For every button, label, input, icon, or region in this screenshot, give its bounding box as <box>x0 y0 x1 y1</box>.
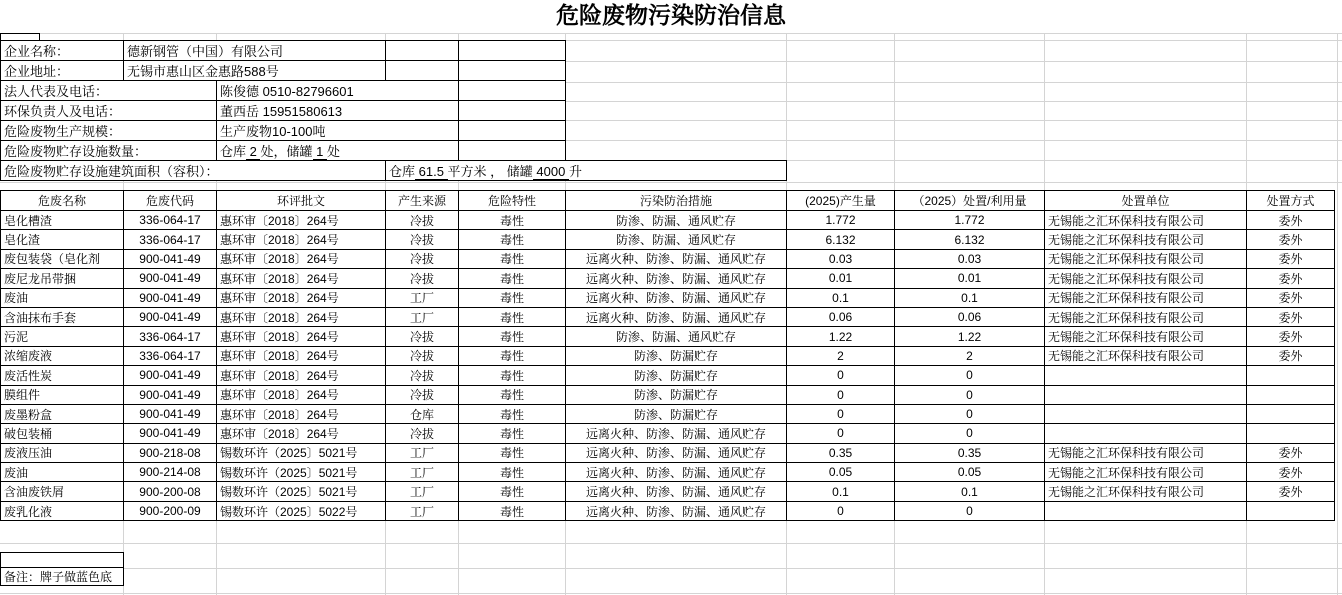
cell-waste-name: 破包装桶 <box>1 424 124 443</box>
cell-waste-code: 900-200-08 <box>124 482 217 501</box>
cell-disposal-method: 委外 <box>1247 463 1335 482</box>
cell-waste-name: 浓缩废液 <box>1 346 124 365</box>
cell-hazard-property: 毒性 <box>459 385 566 404</box>
cell-disposal-company <box>1045 385 1247 404</box>
text-part: 处，储罐 <box>260 144 313 159</box>
cell-disposed-2025: 0.1 <box>895 288 1045 307</box>
cell-disposed-2025: 6.132 <box>895 230 1045 249</box>
underlined-value: 1 <box>312 144 327 159</box>
cell-prevention-measures: 远离火种、防渗、防漏、通风贮存 <box>566 482 787 501</box>
note-row <box>1 568 124 586</box>
text-part: 仓库 <box>220 144 247 159</box>
cell-disposed-2025: 1.772 <box>895 211 1045 230</box>
cell-source: 冷拔 <box>386 211 459 230</box>
legal-rep-label: 法人代表及电话： <box>1 81 217 101</box>
cell-disposed-2025: 0.03 <box>895 249 1045 268</box>
page-title: 危险废物污染防治信息 <box>556 2 786 28</box>
cell-source: 冷拔 <box>386 424 459 443</box>
cell-prevention-measures: 防渗、防漏贮存 <box>566 346 787 365</box>
cell-disposal-method <box>1247 501 1335 520</box>
cell-disposal-method: 委外 <box>1247 249 1335 268</box>
cell-waste-name: 皂化槽渣 <box>1 211 124 230</box>
cell-waste-code: 900-218-08 <box>124 443 217 462</box>
cell-prevention-measures: 防渗、防漏贮存 <box>566 404 787 423</box>
cell-produced-2025: 0 <box>787 404 895 423</box>
cell-disposal-company: 无锡能之汇环保科技有限公司 <box>1045 249 1247 268</box>
col-header-disposal-method: 处置方式 <box>1247 191 1335 211</box>
cell-disposal-method: 委外 <box>1247 327 1335 346</box>
cell-prevention-measures: 远离火种、防渗、防漏、通风贮存 <box>566 269 787 288</box>
cell-waste-code: 336-064-17 <box>124 230 217 249</box>
cell-prevention-measures: 远离火种、防渗、防漏、通风贮存 <box>566 249 787 268</box>
col-header-hazard-property: 危险特性 <box>459 191 566 211</box>
cell-disposal-method <box>1247 424 1335 443</box>
cell-eia-approval: 惠环审〔2018〕264号 <box>217 249 386 268</box>
cell-hazard-property: 毒性 <box>459 327 566 346</box>
cell-disposed-2025: 0.06 <box>895 307 1045 326</box>
col-header-disposal-company: 处置单位 <box>1045 191 1247 211</box>
cell-source: 工厂 <box>386 288 459 307</box>
cell-produced-2025: 0 <box>787 366 895 385</box>
col-header-produced-2025: (2025)产生量 <box>787 191 895 211</box>
cell-disposal-method <box>1247 404 1335 423</box>
cell-eia-approval: 惠环审〔2018〕264号 <box>217 211 386 230</box>
storage-count-row <box>1 141 566 161</box>
col-header-disposed-2025: （2025）处置/利用量 <box>895 191 1045 211</box>
cell-waste-name: 膜组件 <box>1 385 124 404</box>
note-text: 备注：牌子做蓝色底 <box>1 568 124 586</box>
note-empty-row <box>1 553 124 568</box>
cell-produced-2025: 0.35 <box>787 443 895 462</box>
cell-waste-name: 废墨粉盒 <box>1 404 124 423</box>
cell-hazard-property: 毒性 <box>459 463 566 482</box>
cell-waste-code: 900-041-49 <box>124 404 217 423</box>
cell-disposed-2025: 0 <box>895 366 1045 385</box>
cell-waste-name: 废油 <box>1 463 124 482</box>
table-row <box>1 385 1335 404</box>
cell-disposal-method: 委外 <box>1247 307 1335 326</box>
legal-rep-row <box>1 81 566 101</box>
cell-disposal-method: 委外 <box>1247 443 1335 462</box>
cell-hazard-property: 毒性 <box>459 443 566 462</box>
cell-eia-approval: 锡数环许（2025〕5022号 <box>217 501 386 520</box>
env-officer-value: 董西岳 15951580613 <box>217 101 459 121</box>
table-row <box>1 327 1335 346</box>
cell-produced-2025: 0.03 <box>787 249 895 268</box>
col-header-source: 产生来源 <box>386 191 459 211</box>
cell-disposal-company <box>1045 501 1247 520</box>
cell-disposal-company: 无锡能之汇环保科技有限公司 <box>1045 482 1247 501</box>
cell-prevention-measures: 远离火种、防渗、防漏、通风贮存 <box>566 307 787 326</box>
company-address-label: 企业地址： <box>1 61 124 81</box>
table-row <box>1 230 1335 249</box>
underlined-value: 2 <box>246 144 261 159</box>
col-header-prevention-measures: 污染防治措施 <box>566 191 787 211</box>
table-row <box>1 463 1335 482</box>
cell-eia-approval: 锡数环许（2025〕5021号 <box>217 463 386 482</box>
cell-source: 工厂 <box>386 443 459 462</box>
cell-waste-code: 900-041-49 <box>124 366 217 385</box>
cell-source: 冷拔 <box>386 366 459 385</box>
cell-source: 冷拔 <box>386 385 459 404</box>
cell-prevention-measures: 防渗、防漏、通风贮存 <box>566 327 787 346</box>
cell-disposal-method: 委外 <box>1247 269 1335 288</box>
table-row <box>1 443 1335 462</box>
waste-table-body <box>1 211 1335 521</box>
empty-cell <box>459 61 566 81</box>
cell-waste-name: 含油抹布手套 <box>1 307 124 326</box>
cell-hazard-property: 毒性 <box>459 346 566 365</box>
cell-waste-code: 336-064-17 <box>124 327 217 346</box>
cell-produced-2025: 0.06 <box>787 307 895 326</box>
storage-count-value <box>217 141 459 161</box>
cell-disposal-company: 无锡能之汇环保科技有限公司 <box>1045 211 1247 230</box>
cell-waste-code: 900-041-49 <box>124 249 217 268</box>
empty-cell <box>459 141 566 161</box>
cell-disposal-company <box>1045 404 1247 423</box>
cell-disposal-company: 无锡能之汇环保科技有限公司 <box>1045 327 1247 346</box>
cell-hazard-property: 毒性 <box>459 288 566 307</box>
cell-hazard-property: 毒性 <box>459 211 566 230</box>
cell-disposed-2025: 0.01 <box>895 269 1045 288</box>
cell-disposal-method <box>1247 385 1335 404</box>
table-row <box>1 424 1335 443</box>
empty-cell <box>459 41 566 61</box>
cell-eia-approval: 惠环审〔2018〕264号 <box>217 307 386 326</box>
cell-hazard-property: 毒性 <box>459 404 566 423</box>
empty-cell <box>386 61 459 81</box>
cell-produced-2025: 0.1 <box>787 288 895 307</box>
cell-waste-name: 废包装袋（皂化剂 <box>1 249 124 268</box>
company-name-value: 德新钢管（中国）有限公司 <box>124 41 386 61</box>
cell-waste-name: 废尼龙吊带捆 <box>1 269 124 288</box>
cell-hazard-property: 毒性 <box>459 249 566 268</box>
cell-prevention-measures: 远离火种、防渗、防漏、通风贮存 <box>566 424 787 443</box>
cell-waste-code: 336-064-17 <box>124 211 217 230</box>
cell-disposed-2025: 0 <box>895 424 1045 443</box>
cell-source: 冷拔 <box>386 249 459 268</box>
table-row <box>1 307 1335 326</box>
cell-waste-name: 含油废铁屑 <box>1 482 124 501</box>
cell-produced-2025: 0 <box>787 424 895 443</box>
cell-disposed-2025: 0 <box>895 385 1045 404</box>
text-part: 平方米 ， 储罐 <box>447 164 533 179</box>
cell-waste-code: 900-041-49 <box>124 288 217 307</box>
cell-disposal-method <box>1247 366 1335 385</box>
company-name-label: 企业名称： <box>1 41 124 61</box>
cell-source: 冷拔 <box>386 230 459 249</box>
table-row <box>1 366 1335 385</box>
cell-produced-2025: 0 <box>787 501 895 520</box>
company-info-table <box>0 40 566 161</box>
production-scale-label: 危险废物生产规模： <box>1 121 217 141</box>
cell-disposal-method: 委外 <box>1247 211 1335 230</box>
cell-eia-approval: 锡数环许（2025〕5021号 <box>217 443 386 462</box>
cell-disposed-2025: 1.22 <box>895 327 1045 346</box>
table-row <box>1 288 1335 307</box>
cell-disposal-company: 无锡能之汇环保科技有限公司 <box>1045 463 1247 482</box>
cell-produced-2025: 0.05 <box>787 463 895 482</box>
cell-eia-approval: 锡数环许（2025〕5021号 <box>217 482 386 501</box>
waste-table-header-row <box>1 191 1335 211</box>
company-address-value: 无锡市惠山区金惠路588号 <box>124 61 386 81</box>
cell-source: 仓库 <box>386 404 459 423</box>
cell-hazard-property: 毒性 <box>459 501 566 520</box>
cell-waste-code: 336-064-17 <box>124 346 217 365</box>
empty-cell <box>459 121 566 141</box>
cell-prevention-measures: 防渗、防漏贮存 <box>566 366 787 385</box>
cell-eia-approval: 惠环审〔2018〕264号 <box>217 346 386 365</box>
storage-area-value <box>386 161 787 181</box>
cell-disposal-company: 无锡能之汇环保科技有限公司 <box>1045 230 1247 249</box>
cell-disposal-company: 无锡能之汇环保科技有限公司 <box>1045 346 1247 365</box>
cell-disposal-company: 无锡能之汇环保科技有限公司 <box>1045 307 1247 326</box>
cell-disposal-company: 无锡能之汇环保科技有限公司 <box>1045 269 1247 288</box>
cell-prevention-measures: 远离火种、防渗、防漏、通风贮存 <box>566 443 787 462</box>
cell-hazard-property: 毒性 <box>459 269 566 288</box>
cell-waste-name: 废油 <box>1 288 124 307</box>
cell-waste-code: 900-041-49 <box>124 424 217 443</box>
cell-source: 工厂 <box>386 463 459 482</box>
table-row <box>1 269 1335 288</box>
storage-area-label: 危险废物贮存设施建筑面积（容积）： <box>1 161 386 181</box>
table-row <box>1 482 1335 501</box>
cell-source: 工厂 <box>386 307 459 326</box>
cell-source: 工厂 <box>386 501 459 520</box>
cell-waste-code: 900-041-49 <box>124 269 217 288</box>
cell-eia-approval: 惠环审〔2018〕264号 <box>217 269 386 288</box>
cell-disposal-company <box>1045 366 1247 385</box>
table-row <box>1 346 1335 365</box>
cell-prevention-measures: 远离火种、防渗、防漏、通风贮存 <box>566 501 787 520</box>
cell-waste-name: 污泥 <box>1 327 124 346</box>
cell-waste-name: 废活性炭 <box>1 366 124 385</box>
cell-waste-name: 皂化渣 <box>1 230 124 249</box>
empty-cell <box>386 41 459 61</box>
cell-produced-2025: 2 <box>787 346 895 365</box>
env-officer-row <box>1 101 566 121</box>
cell-eia-approval: 惠环审〔2018〕264号 <box>217 288 386 307</box>
storage-area-row <box>1 161 787 181</box>
cell-hazard-property: 毒性 <box>459 366 566 385</box>
production-scale-row <box>1 121 566 141</box>
cell-disposal-method: 委外 <box>1247 346 1335 365</box>
cell-waste-code: 900-041-49 <box>124 307 217 326</box>
table-row <box>1 404 1335 423</box>
col-header-waste-code: 危废代码 <box>124 191 217 211</box>
cell-waste-code: 900-200-09 <box>124 501 217 520</box>
cell-disposed-2025: 0 <box>895 501 1045 520</box>
cell-hazard-property: 毒性 <box>459 424 566 443</box>
cell-disposal-company: 无锡能之汇环保科技有限公司 <box>1045 288 1247 307</box>
text-part: 升 <box>568 164 582 179</box>
col-header-waste-name: 危废名称 <box>1 191 124 211</box>
cell-waste-name: 废乳化液 <box>1 501 124 520</box>
note-empty-cell <box>1 553 124 568</box>
cell-disposal-company <box>1045 424 1247 443</box>
cell-hazard-property: 毒性 <box>459 230 566 249</box>
cell-hazard-property: 毒性 <box>459 482 566 501</box>
cell-disposed-2025: 0.1 <box>895 482 1045 501</box>
cell-eia-approval: 惠环审〔2018〕264号 <box>217 230 386 249</box>
cell-produced-2025: 0.1 <box>787 482 895 501</box>
cell-disposed-2025: 2 <box>895 346 1045 365</box>
storage-count-label: 危险废物贮存设施数量： <box>1 141 217 161</box>
waste-table <box>0 190 1335 521</box>
cell-prevention-measures: 远离火种、防渗、防漏、通风贮存 <box>566 288 787 307</box>
empty-cell <box>459 101 566 121</box>
company-address-row <box>1 61 566 81</box>
empty-cell <box>459 81 566 101</box>
company-name-row <box>1 41 566 61</box>
cell-disposed-2025: 0.35 <box>895 443 1045 462</box>
table-row <box>1 249 1335 268</box>
cell-produced-2025: 0 <box>787 385 895 404</box>
cell-source: 冷拔 <box>386 327 459 346</box>
cell-eia-approval: 惠环审〔2018〕264号 <box>217 327 386 346</box>
cell-disposal-method: 委外 <box>1247 230 1335 249</box>
underlined-value: 61.5 <box>415 164 448 179</box>
text-part: 仓库 <box>389 164 416 179</box>
cell-prevention-measures: 防渗、防漏、通风贮存 <box>566 230 787 249</box>
cell-source: 冷拔 <box>386 346 459 365</box>
cell-disposed-2025: 0 <box>895 404 1045 423</box>
cell-waste-name: 废液压油 <box>1 443 124 462</box>
cell-source: 工厂 <box>386 482 459 501</box>
note-table <box>0 552 124 586</box>
env-officer-label: 环保负责人及电话： <box>1 101 217 121</box>
cell-disposal-method: 委外 <box>1247 288 1335 307</box>
table-row <box>1 211 1335 230</box>
cell-produced-2025: 6.132 <box>787 230 895 249</box>
production-scale-value: 生产废物10-100吨 <box>217 121 459 141</box>
cell-waste-code: 900-214-08 <box>124 463 217 482</box>
cell-produced-2025: 1.772 <box>787 211 895 230</box>
cell-prevention-measures: 远离火种、防渗、防漏、通风贮存 <box>566 463 787 482</box>
cell-source: 冷拔 <box>386 269 459 288</box>
storage-area-table <box>0 160 787 181</box>
cell-eia-approval: 惠环审〔2018〕264号 <box>217 404 386 423</box>
cell-eia-approval: 惠环审〔2018〕264号 <box>217 424 386 443</box>
cell-produced-2025: 0.01 <box>787 269 895 288</box>
text-part: 处 <box>326 144 340 159</box>
cell-disposal-company: 无锡能之汇环保科技有限公司 <box>1045 443 1247 462</box>
cell-eia-approval: 惠环审〔2018〕264号 <box>217 366 386 385</box>
legal-rep-value: 陈俊德 0510-82796601 <box>217 81 459 101</box>
cell-disposal-method: 委外 <box>1247 482 1335 501</box>
col-header-eia-approval: 环评批文 <box>217 191 386 211</box>
cell-waste-code: 900-041-49 <box>124 385 217 404</box>
table-row <box>1 501 1335 520</box>
cell-prevention-measures: 防渗、防漏贮存 <box>566 385 787 404</box>
cell-eia-approval: 惠环审〔2018〕264号 <box>217 385 386 404</box>
cell-disposed-2025: 0.05 <box>895 463 1045 482</box>
cell-produced-2025: 1.22 <box>787 327 895 346</box>
cell-hazard-property: 毒性 <box>459 307 566 326</box>
cell-prevention-measures: 防渗、防漏、通风贮存 <box>566 211 787 230</box>
underlined-value: 4000 <box>532 164 569 179</box>
